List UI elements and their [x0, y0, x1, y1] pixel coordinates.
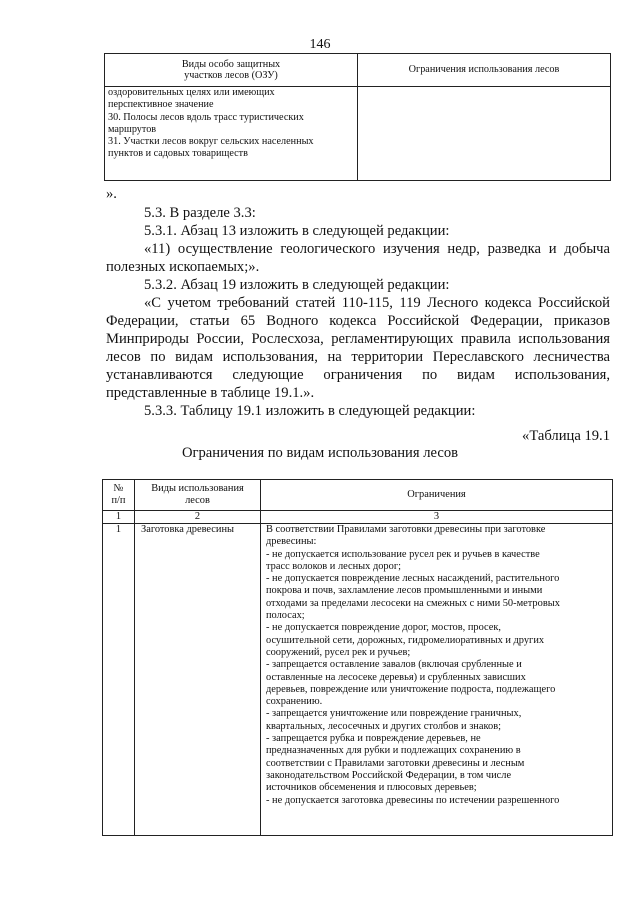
table-row	[103, 524, 613, 836]
cell-line: оставленные на лесосеке деревья) и срубленных зависших	[266, 671, 526, 683]
closing-quote: ».	[106, 186, 117, 202]
column-header-restrictions: Ограничения использования лесов	[358, 54, 611, 87]
cell-line: сооружений, русел рек и ручьев;	[266, 646, 411, 658]
header-line: лесов	[185, 495, 210, 506]
header-line: №	[113, 482, 124, 494]
cell-line: - не допускается заготовка древесины по истечении разрешенного	[266, 794, 560, 806]
column-header-use-type	[135, 480, 261, 511]
cell-line: - запрещается рубка и повреждение деревьев, не	[266, 733, 481, 745]
paragraph-5-3: 5.3. В разделе 3.3:	[144, 205, 256, 221]
cell-line: - запрещается оставление завалов (включая срубленные и	[266, 659, 522, 671]
protective-areas-table	[104, 53, 611, 181]
use-type-cell: Заготовка древесины	[135, 524, 261, 836]
cell-line: 30. Полосы лесов вдоль трасс туристических	[108, 111, 304, 123]
column-header-restrictions: Ограничения	[261, 480, 613, 511]
cell-line: квартальных, лесосечных и других столбов и знаков;	[266, 720, 501, 732]
cell-line: - не допускается повреждение лесных насаждений, растительного	[266, 573, 560, 585]
cell-line: перспективное значение	[108, 99, 214, 111]
cell-line: - не допускается повреждение дорог, мостов, просек,	[266, 622, 502, 634]
column-number: 2	[135, 511, 261, 524]
column-number-row	[103, 511, 613, 524]
column-header-number	[103, 480, 135, 511]
cell-line: маршрутов	[108, 123, 157, 135]
paragraph-text-line: представленные в таблице 19.1.».	[106, 385, 315, 401]
paragraph-text-line: Минприроды России, Рослесхоза, регламентирующих правила использования	[106, 331, 610, 347]
paragraph-5-3-2: 5.3.2. Абзац 19 изложить в следующей редакции:	[144, 277, 450, 293]
header-line: участков лесов (ОЗУ)	[184, 70, 278, 81]
header-line: Виды особо защитных	[181, 58, 281, 70]
cell-line: соответствии с Правилами заготовки древесины и лесным	[266, 757, 525, 769]
cell-line: предназначенных для рубки и подлежащих сохранению в	[266, 745, 521, 757]
cell-line: древесины:	[266, 536, 317, 548]
table-title: Ограничения по видам использования лесов	[181, 445, 459, 461]
area-list-cell	[105, 87, 358, 181]
paragraph-text-line: полезных ископаемых;».	[106, 259, 260, 275]
paragraph-text-line: устанавливаются следующие ограничения по видам использования,	[106, 367, 610, 383]
column-number: 3	[261, 511, 613, 524]
cell-line: отходами за пределами лесосеки на смежных с ними 50-метровых	[266, 597, 560, 609]
cell-line: деревьев, повреждение или уничтожение подроста, подлежащего	[266, 683, 556, 695]
paragraph-text-line: «11) осуществление геологического изучения недр, разведка и добыча	[144, 241, 610, 257]
cell-line: В соответствии Правилами заготовки древесины при заготовке	[266, 524, 546, 535]
paragraph-text-line: лесов по видам использования, на территории Переславского лесничества	[106, 349, 610, 365]
page-number: 146	[309, 37, 331, 52]
cell-line: 31. Участки лесов вокруг сельских населенных	[108, 136, 314, 148]
cell-line: покрова и почв, захламление лесов промышленными и иными	[266, 585, 543, 597]
cell-line: - не допускается использование русел рек и ручьев в качестве	[266, 548, 540, 560]
cell-line: пунктов и садовых товариществ	[108, 148, 248, 160]
paragraph-text-line: «С учетом требований статей 110-115, 119 Лесного кодекса Российской	[144, 295, 610, 311]
cell-line: трасс волоков и лесных дорог;	[266, 560, 401, 572]
cell-line: сохранению.	[266, 696, 323, 708]
cell-line: законодательством Российской Федерации, в том числе	[266, 769, 512, 781]
header-line: Виды использования	[151, 482, 244, 494]
column-number: 1	[103, 511, 135, 524]
table-header-row	[103, 480, 613, 511]
table-header-row	[105, 54, 611, 87]
header-line: п/п	[111, 495, 126, 506]
paragraph-5-3-1: 5.3.1. Абзац 13 изложить в следующей редакции:	[144, 223, 450, 239]
cell-line: полосах;	[266, 610, 305, 622]
cell-line: оздоровительных целях или имеющих	[108, 87, 275, 98]
restrictions-cell	[261, 524, 613, 836]
restrictions-cell	[358, 87, 611, 181]
forest-use-restrictions-table	[102, 479, 613, 836]
cell-line: источников обсеменения и плюсовых деревьев;	[266, 782, 477, 794]
paragraph-text-line: Федерации, статьи 65 Водного кодекса Российской Федерации, приказов	[106, 313, 610, 329]
cell-line: - запрещается уничтожение или повреждение граничных,	[266, 708, 522, 720]
table-label: «Таблица 19.1	[522, 428, 610, 444]
column-header-area-type	[105, 54, 358, 87]
paragraph-5-3-3: 5.3.3. Таблицу 19.1 изложить в следующей редакции:	[144, 403, 476, 419]
row-number: 1	[103, 524, 135, 836]
cell-line: осушительной сети, дорожных, гидромелиоративных и других	[266, 634, 545, 646]
table-row	[105, 87, 611, 181]
